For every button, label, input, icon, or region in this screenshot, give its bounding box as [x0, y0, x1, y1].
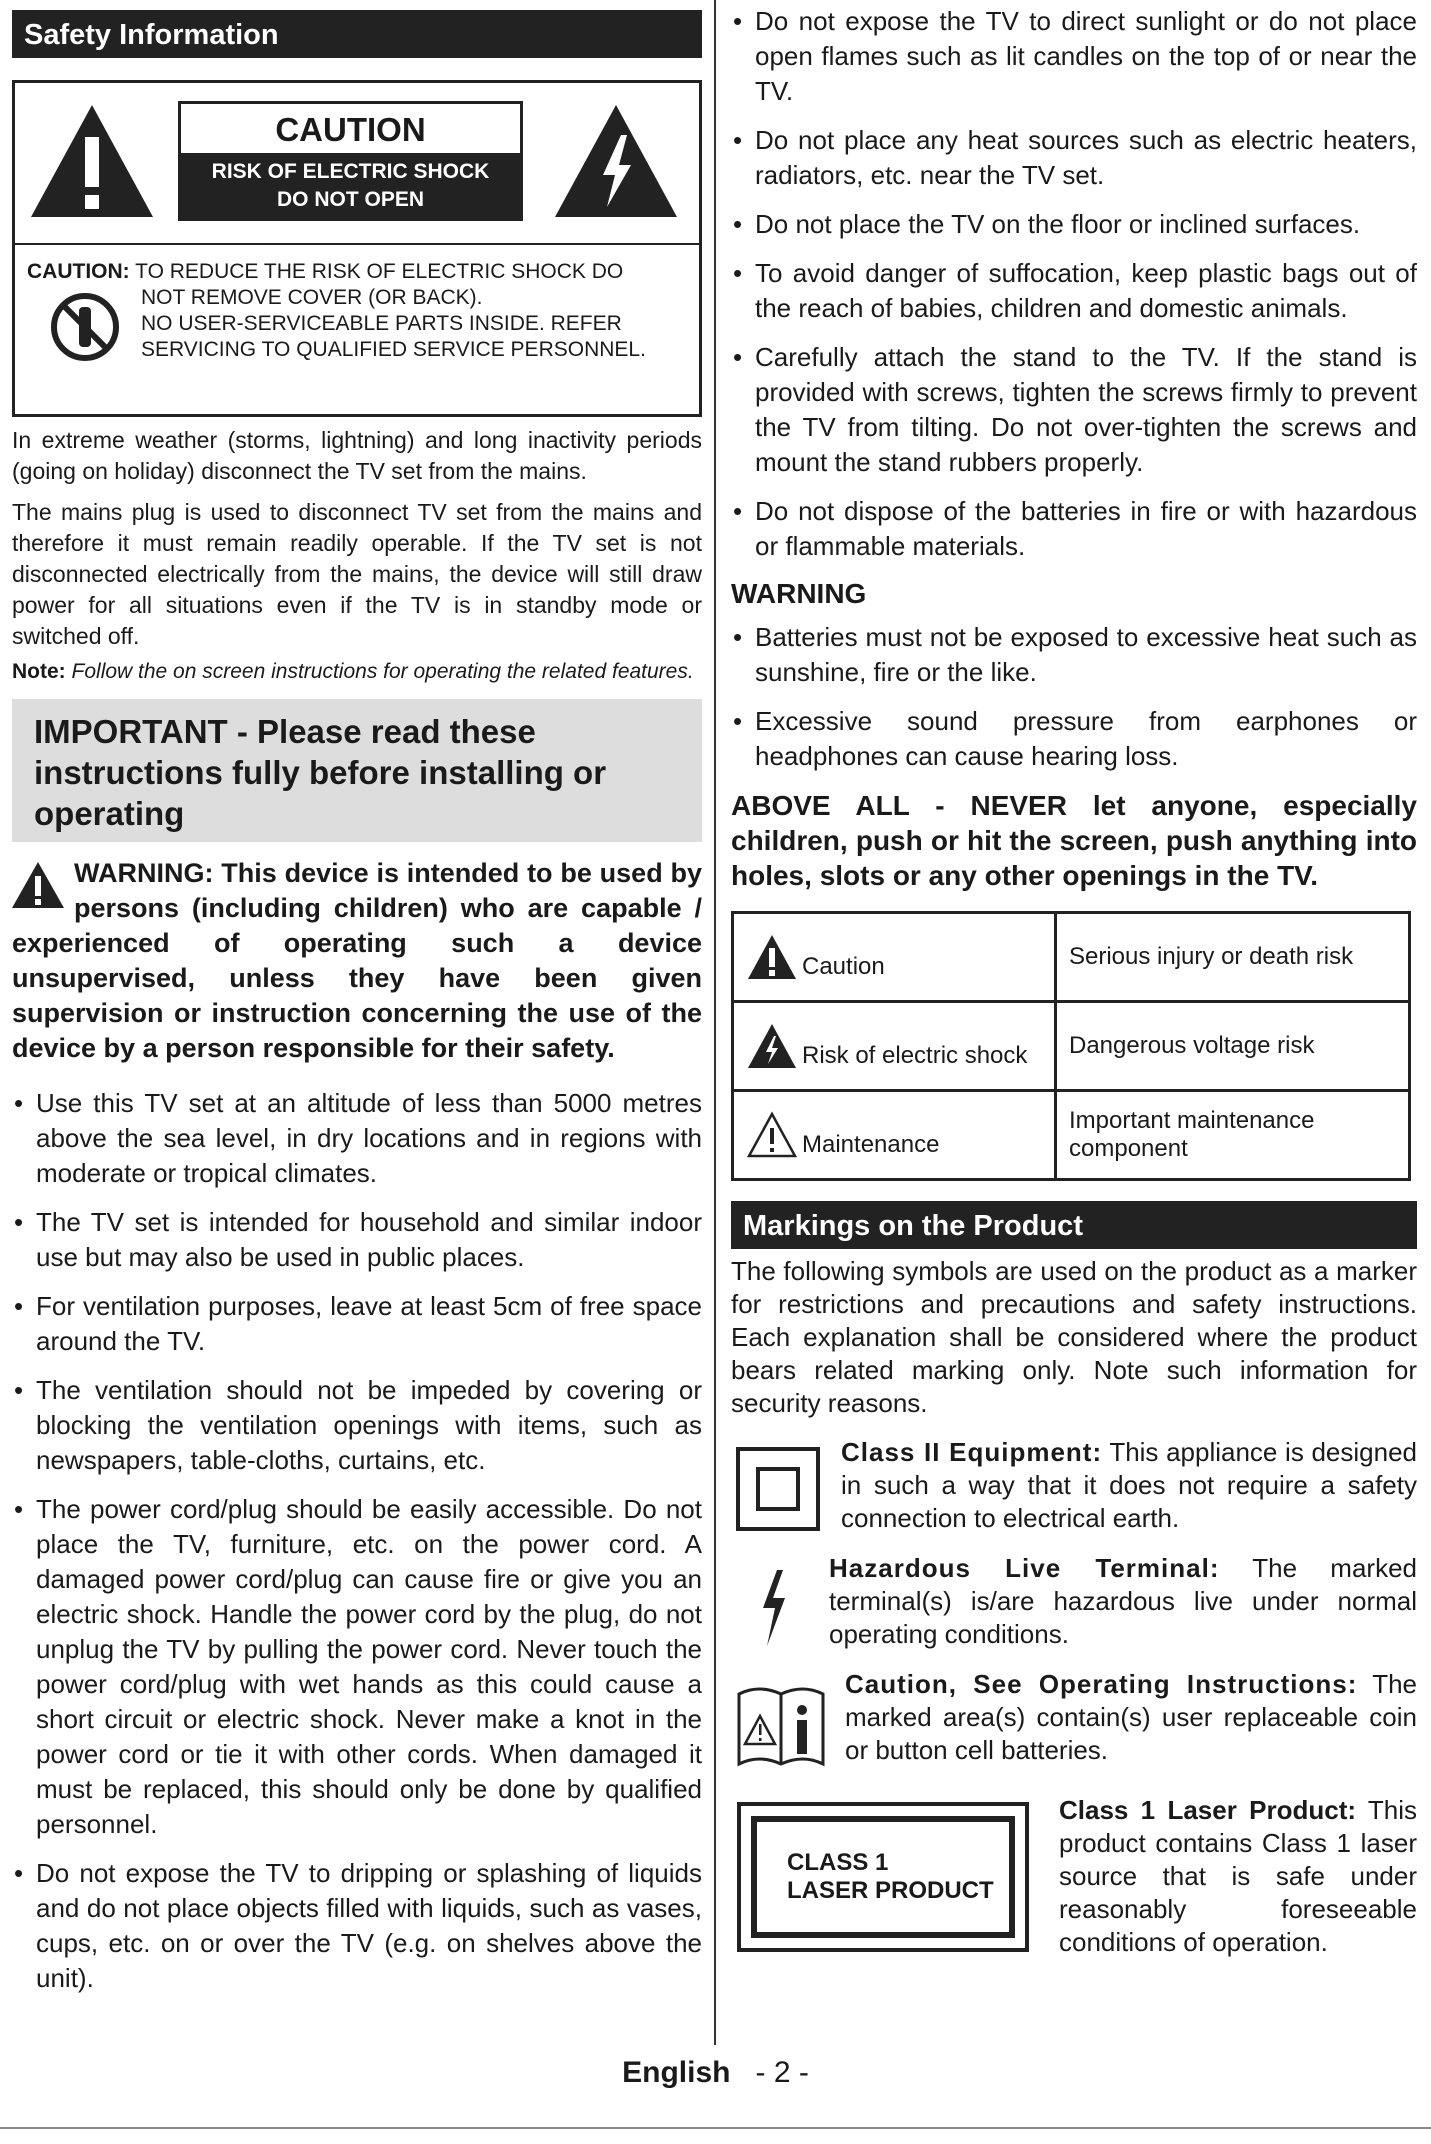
- electric-shock-triangle-icon: [746, 1022, 798, 1070]
- table-row: [733, 913, 1410, 1002]
- note-text: Follow the on screen instructions for operating the related features.: [71, 660, 694, 683]
- list-item: • For ventilation purposes, leave at least 5cm of free space around the TV.: [12, 1289, 702, 1359]
- laser-marking: [731, 1794, 1417, 1964]
- warning-bullet-list: [731, 620, 1417, 774]
- class-ii-icon: [735, 1446, 821, 1532]
- caution-prefix: CAUTION:: [27, 260, 130, 283]
- maintenance-triangle-icon: [746, 1111, 798, 1159]
- caution-line-2: NOT REMOVE COVER (OR BACK).: [141, 286, 483, 309]
- list-item: • Do not expose the TV to dripping or splashing of liquids and do not place objects filled with liquids, such as vases, cups, etc. on or over the TV (e.g. on shelves above the unit).: [12, 1856, 702, 1996]
- laser-label: [737, 1802, 1029, 1952]
- lightning-triangle-icon: [551, 101, 681, 221]
- lightning-bolt-icon: [753, 1568, 793, 1648]
- column-divider: [714, 0, 716, 2045]
- note-label: Note:: [12, 660, 66, 683]
- symbol-label: Risk of electric shock: [802, 1042, 1028, 1069]
- table-row: [733, 1091, 1410, 1180]
- symbol-description: Important maintenance component: [1056, 1091, 1410, 1180]
- right-column: [731, 0, 1417, 1964]
- above-all-warning: ABOVE ALL - NEVER let anyone, especially children, push or hit the screen, push anything into holes, slots or any other openings in the TV.: [731, 790, 1417, 891]
- left-bullet-list: [12, 1086, 702, 1996]
- symbol-label: Maintenance: [802, 1131, 940, 1158]
- left-column: [12, 0, 702, 2010]
- caution-title: CAUTION: [275, 111, 426, 148]
- markings-intro: The following symbols are used on the product as a marker for restrictions and precautions and safety instructions. Each explanation shall be considered where the product bears related marking only. Note such information for security reasons.: [731, 1256, 1417, 1418]
- list-item: • Do not dispose of the batteries in fire or with hazardous or flammable materials.: [731, 494, 1417, 564]
- weather-paragraph: In extreme weather (storms, lightning) and long inactivity periods (going on holiday) disconnect the TV set from the mains.: [12, 427, 702, 484]
- warning-triangle-icon: [10, 860, 66, 910]
- right-bullet-list: [731, 4, 1417, 564]
- bottom-rule: [0, 2127, 1431, 2129]
- risk-line-1: RISK OF ELECTRIC SHOCK: [211, 160, 490, 183]
- operating-instructions-marking: [731, 1668, 1417, 1778]
- do-not-open-icon: [49, 291, 121, 363]
- risk-of-shock-label: [181, 153, 520, 219]
- list-item: • Use this TV set at an altitude of less than 5000 metres above the sea level, in dry locations and in regions with moderate or tropical climates.: [12, 1086, 702, 1191]
- footer-language: English: [622, 2056, 731, 2089]
- mark-text: This product contains Class 1 laser source that is safe under reasonably foreseeable conditions of operation.: [1059, 1795, 1417, 1957]
- list-item: • Do not place any heat sources such as electric heaters, radiators, etc. near the TV set.: [731, 123, 1417, 193]
- mark-text: This appliance is designed in such a way that it does not require a safety connection to electrical earth.: [841, 1437, 1418, 1533]
- note: [12, 658, 702, 685]
- caution-label: [178, 101, 523, 221]
- page-footer: [0, 2056, 1431, 2090]
- caution-line-3: NO USER-SERVICEABLE PARTS INSIDE. REFER: [141, 312, 622, 335]
- caution-line-1: TO REDUCE THE RISK OF ELECTRIC SHOCK DO: [135, 260, 624, 283]
- important-banner: IMPORTANT - Please read these instructions fully before installing or operating: [12, 699, 702, 842]
- mark-title: Class 1 Laser Product:: [1059, 1795, 1357, 1825]
- warning-block: [12, 856, 702, 1066]
- list-item: • The ventilation should not be impeded by covering or blocking the ventilation openings with items, such as newspapers, table-cloths, curtains, etc.: [12, 1373, 702, 1478]
- mark-title: Hazardous Live Terminal:: [829, 1553, 1220, 1583]
- mark-text: The marked terminal(s) is/are hazardous live under normal operating conditions.: [829, 1553, 1417, 1649]
- list-item: • Do not place the TV on the floor or inclined surfaces.: [731, 207, 1417, 242]
- symbol-description: Dangerous voltage risk: [1056, 1002, 1410, 1091]
- symbol-label: Caution: [802, 953, 885, 980]
- mark-text: The marked area(s) contain(s) user replaceable coin or button cell batteries.: [845, 1669, 1417, 1765]
- mains-paragraph: The mains plug is used to disconnect TV set from the mains and therefore it must remain readily operable. If the TV set is not disconnected electrically from the mains, the device will still draw power for all situations even if the TV is in standby mode or switched off.: [12, 499, 702, 649]
- list-item: • Do not expose the TV to direct sunlight or do not place open flames such as lit candles on the top of or near the TV.: [731, 4, 1417, 109]
- list-item: • The power cord/plug should be easily accessible. Do not place the TV, furniture, etc. on the power cord. A damaged power cord/plug can cause fire or give you an electric shock. Handle the power cord by the plug, do not unplug the TV by pulling the power cord. Never touch the power cord/plug with wet hands as this could cause a short circuit or electric shock. Never make a knot in the power cord or tie it with other cords. When damaged it must be replaced, this should only be done by qualified personnel.: [12, 1492, 702, 1842]
- safety-information-header: Safety Information: [12, 10, 702, 58]
- page-number: - 2 -: [755, 2056, 809, 2089]
- warning-text: WARNING: This device is intended to be used by persons (including children) who are capable / experienced of operating such a device unsupervised, unless they have been given supervision or instruction concerning the use of the device by a person responsible for their safety.: [12, 858, 702, 1063]
- class-ii-marking: [731, 1436, 1417, 1536]
- caution-line-4: SERVICING TO QUALIFIED SERVICE PERSONNEL.: [141, 338, 646, 361]
- risk-line-2: DO NOT OPEN: [276, 188, 424, 211]
- caution-box: [12, 80, 702, 417]
- mark-title: Class II Equipment:: [841, 1437, 1103, 1467]
- manual-caution-icon: [735, 1678, 827, 1768]
- list-item: • To avoid danger of suffocation, keep plastic bags out of the reach of babies, children and domestic animals.: [731, 256, 1417, 326]
- symbol-description: Serious injury or death risk: [1056, 913, 1410, 1002]
- exclamation-triangle-icon: [27, 101, 157, 221]
- table-row: [733, 1002, 1410, 1091]
- caution-triangle-icon: [746, 933, 798, 981]
- mark-title: Caution, See Operating Instructions:: [845, 1669, 1358, 1699]
- list-item: • Excessive sound pressure from earphones or headphones can cause hearing loss.: [731, 704, 1417, 774]
- warning-heading: WARNING: [731, 578, 867, 609]
- laser-label-line-2: LASER PRODUCT: [787, 1877, 994, 1904]
- laser-label-line-1: CLASS 1: [787, 1849, 889, 1876]
- hazardous-terminal-marking: [731, 1552, 1417, 1652]
- symbol-table: [731, 911, 1411, 1181]
- markings-header: Markings on the Product: [731, 1201, 1417, 1249]
- list-item: • The TV set is intended for household and similar indoor use but may also be used in public places.: [12, 1205, 702, 1275]
- list-item: • Carefully attach the stand to the TV. If the stand is provided with screws, tighten the screws firmly to prevent the TV from tilting. Do not over-tighten the screws and mount the stand rubbers properly.: [731, 340, 1417, 480]
- list-item: • Batteries must not be exposed to excessive heat such as sunshine, fire or the like.: [731, 620, 1417, 690]
